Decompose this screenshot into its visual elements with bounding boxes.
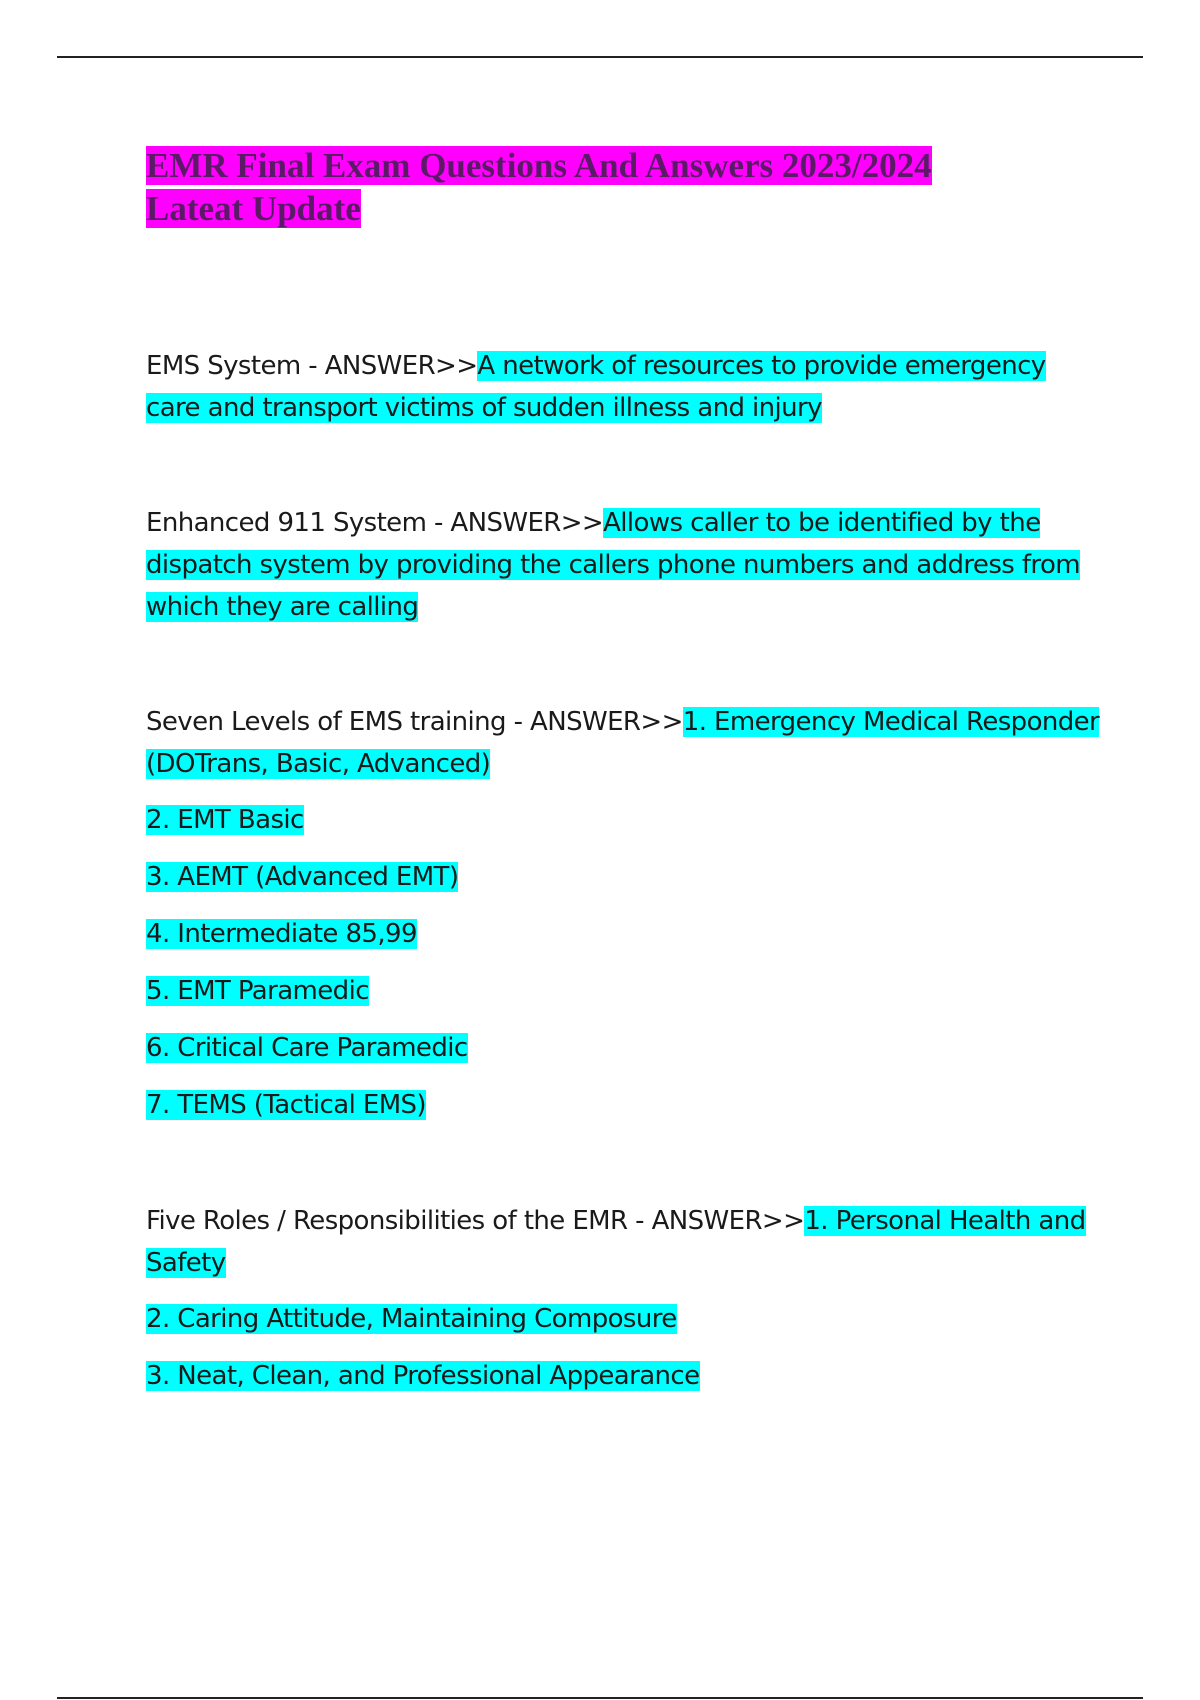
answer-text: 1. Emergency Medical Responder (DOTrans, Basic, Advanced) [146,707,1100,779]
answer-list-item: 7. TEMS (Tactical EMS) [146,1090,426,1120]
answer-text: 1. Personal Health and Safety [146,1206,1086,1278]
footer-rule [57,1697,1143,1699]
answer-text: Allows caller to be identified by the dispatch system by providing the callers phone numbers and address from which they are calling [146,508,1080,622]
header-rule [57,56,1143,58]
answer-list-item: 4. Intermediate 85,99 [146,919,417,949]
qa-item-seven-levels [146,701,1106,1127]
title-text: EMR Final Exam Questions And Answers 2023/2024 Lateat Update [146,146,932,228]
answer-list-item: 5. EMT Paramedic [146,976,369,1006]
document-body [146,144,1106,1398]
answer-list-item: 2. Caring Attitude, Maintaining Composure [146,1304,677,1334]
question-text: Seven Levels of EMS training - ANSWER>> [146,707,683,737]
question-text: EMS System - ANSWER>> [146,351,478,381]
qa-item-enhanced-911 [146,502,1106,628]
answer-list-item: 3. AEMT (Advanced EMT) [146,862,459,892]
answer-list-item: 2. EMT Basic [146,805,304,835]
qa-item-ems-system [146,345,1106,429]
qa-paragraph [146,1200,1106,1284]
qa-paragraph [146,701,1106,785]
qa-paragraph [146,345,1106,429]
answer-list-item: 6. Critical Care Paramedic [146,1033,468,1063]
document-title [146,144,1006,230]
answer-text: A network of resources to provide emergency care and transport victims of sudden illness and injury [146,351,1046,423]
answer-list-item: 3. Neat, Clean, and Professional Appearance [146,1361,700,1391]
question-text: Five Roles / Responsibilities of the EMR - ANSWER>> [146,1206,805,1236]
qa-item-five-roles [146,1200,1106,1398]
qa-paragraph [146,502,1106,628]
question-text: Enhanced 911 System - ANSWER>> [146,508,604,538]
